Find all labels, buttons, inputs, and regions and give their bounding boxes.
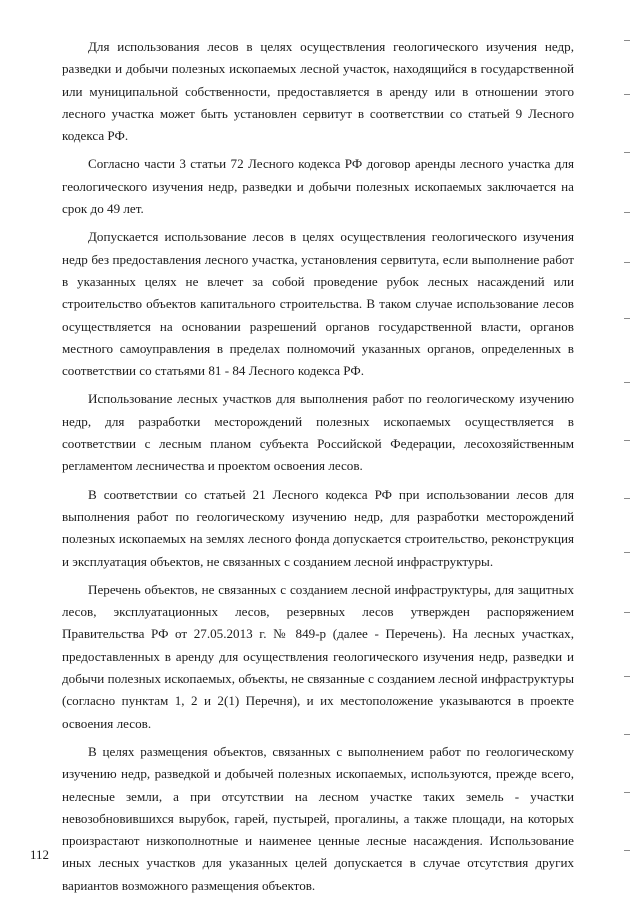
scan-mark [624,676,630,677]
scan-mark [624,734,630,735]
scan-mark [624,440,630,441]
scan-mark [624,94,630,95]
scan-mark [624,612,630,613]
scan-mark [624,212,630,213]
page-number: 112 [30,847,50,862]
paragraph: Использование лесных участков для выполнения работ по геологическому изучению недр, для разработки месторождений полезных ископаемых осуществляется в соответствии с лесным планом субъекта Российской Федерации, лесохозяйственным регламентом лесничества и проектом освоения лесов. [62,391,574,474]
paragraph: Допускается использование лесов в целях осуществления геологического изучения недр без предоставления лесного участка, установления сервитута, если выполнение работ в указанных целях не влечет за собой проведение рубок лесных насаждений или строительство объектов капитального строительства. В таком случае использование лесов осуществляется на основании разрешений органов государственной власти, органов местного самоуправления в пределах полномочий указанных органов, определенных в соответствии со статьями 81 - 84 Лесного кодекса РФ. [62,229,574,379]
paragraph: В целях размещения объектов, связанных с выполнением работ по геологическому изучению недр, разведкой и добычей полезных ископаемых, используются, прежде всего, нелесные земли, а при отсутствии на лесном участке таких земель - участки невозобновившихся вырубок, гарей, пустырей, прогалины, а также площади, на которых произрастают низкополнотные и наименее ценные лесные насаждения. Использование иных лесных участков для указанных целей допускается в случае отсутствия других вариантов возможного размещения объектов. [62,743,574,893]
scan-mark [624,792,630,793]
scan-mark [624,382,630,383]
paragraph: В соответствии со статьей 21 Лесного кодекса РФ при использовании лесов для выполнения работ по геологическому изучению недр, для разработки месторождений полезных ископаемых на землях лесного фонда допускается строительство, реконструкция и эксплуатация объектов, не связанных с созданием лесной инфраструктуры. [62,486,574,569]
paragraph: Перечень объектов, не связанных с созданием лесной инфраструктуры, для защитных лесов, эксплуатационных лесов, резервных лесов утвержден распоряжением Правительства РФ от 27.05.2013 г. № 849-р (далее - Перечень). На лесных участках, предоставленных в аренду для осуществления геологического изучения недр, разведки и добычи полезных ископаемых, объекты, не связанные с созданием лесной инфраструктуры (согласно пунктам 1, 2 и 2(1) Перечня), и их местоположение указываются в проекте освоения лесов. [62,581,574,731]
scan-mark [624,498,630,499]
scan-mark [624,318,630,319]
scan-mark [624,152,630,153]
scan-mark [624,850,630,851]
scan-mark [624,552,630,553]
paragraph: Согласно части 3 статьи 72 Лесного кодекса РФ договор аренды лесного участка для геологического изучения недр, разведки и добычи полезных ископаемых заключается на срок до 49 лет. [62,156,574,217]
paragraph: Для использования лесов в целях осуществления геологического изучения недр, разведки и добычи полезных ископаемых лесной участок, находящийся в государственной или муниципальной собственности, предоставляется в аренду или в отношении этого лесного участка может быть установлен сервитут в соответствии со статьей 9 Лесного кодекса РФ. [62,39,574,144]
scan-edge-marks [616,0,630,905]
scan-mark [624,262,630,263]
scan-mark [624,40,630,41]
document-body [62,36,574,903]
